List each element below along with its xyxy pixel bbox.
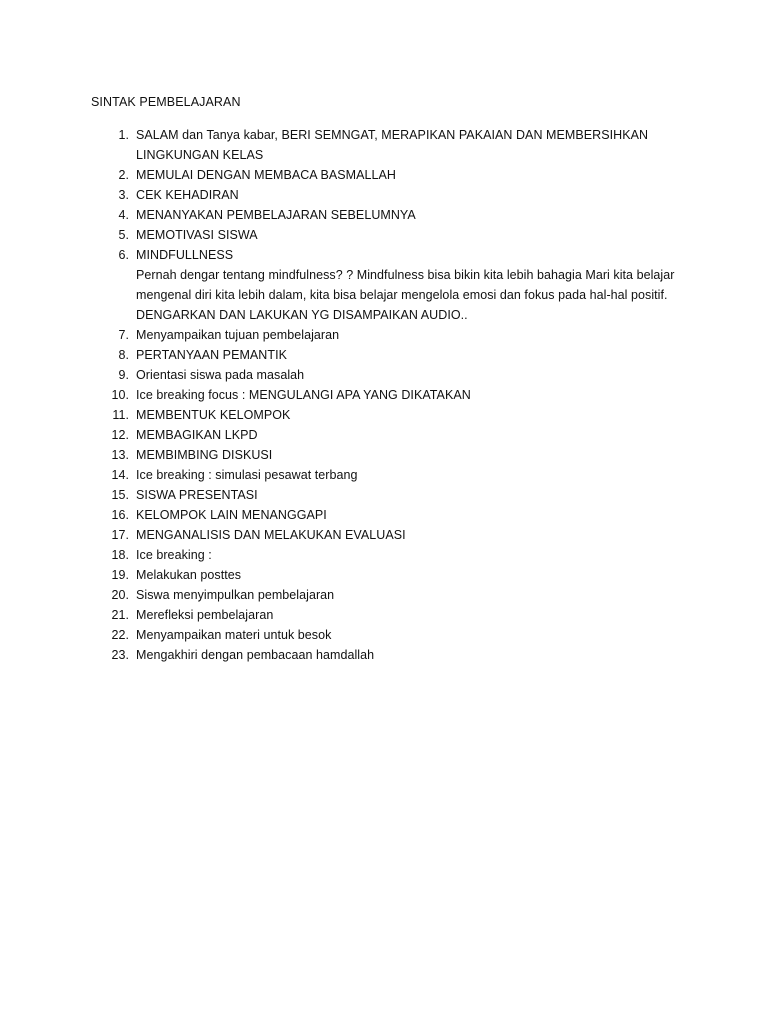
list-item-text [136, 565, 696, 585]
list-item [0, 625, 696, 645]
list-item-line: MEMULAI DENGAN MEMBACA BASMALLAH [136, 168, 396, 182]
list-item [0, 445, 696, 465]
list-item [0, 565, 696, 585]
list-item-text [136, 445, 696, 465]
list-item-text [136, 125, 696, 165]
list-item-number: 3. [118, 188, 129, 202]
list-item-text [136, 245, 696, 325]
list-item-number: 22. [111, 628, 129, 642]
list-item [0, 365, 696, 385]
list-item-line: SISWA PRESENTASI [136, 488, 258, 502]
list-item-number: 15. [111, 488, 129, 502]
list-item-number: 9. [118, 368, 129, 382]
list-item-number: 6. [118, 248, 129, 262]
list-item-number: 8. [118, 348, 129, 362]
list-item-number: 4. [118, 208, 129, 222]
list-item-line: MENGANALISIS DAN MELAKUKAN EVALUASI [136, 528, 406, 542]
list-item-line: MENANYAKAN PEMBELAJARAN SEBELUMNYA [136, 208, 416, 222]
list-item-text [136, 485, 696, 505]
list-item-text [136, 345, 696, 365]
list-item-line: Orientasi siswa pada masalah [136, 368, 305, 382]
list-item-number: 23. [111, 648, 129, 662]
list-item-number: 16. [111, 508, 129, 522]
list-item-text [136, 545, 696, 565]
list-item-number: 1. [118, 128, 129, 142]
list-item-line: Menyampaikan tujuan pembelajaran [136, 328, 340, 342]
list-item-number: 19. [111, 568, 129, 582]
list-item [0, 385, 696, 405]
list-item-number: 21. [111, 608, 129, 622]
list-item-text [136, 185, 696, 205]
steps-list [0, 125, 768, 665]
list-item [0, 525, 696, 545]
list-item-number: 2. [118, 168, 129, 182]
list-item-number: 12. [111, 428, 129, 442]
list-item [0, 125, 696, 165]
document-title: SINTAK PEMBELAJARAN [91, 95, 241, 109]
list-item-line: MINDFULLNESS [136, 248, 234, 262]
list-item-text [136, 165, 696, 185]
list-item-text [136, 365, 696, 385]
list-item-text [136, 585, 696, 605]
list-item-line: MEMBAGIKAN LKPD [136, 428, 258, 442]
list-item-line: Mengakhiri dengan pembacaan hamdallah [136, 648, 375, 662]
list-item-line: mengenal diri kita lebih dalam, kita bisa belajar mengelola emosi dan fokus pada hal-hal positif. [136, 288, 668, 302]
list-item-line: KELOMPOK LAIN MENANGGAPI [136, 508, 327, 522]
list-item [0, 165, 696, 185]
list-item-line: Pernah dengar tentang mindfulness? ? Mindfulness bisa bikin kita lebih bahagia Mari kita belajar [136, 268, 675, 282]
list-item-text [136, 645, 696, 665]
list-item-line: SALAM dan Tanya kabar, BERI SEMNGAT, MERAPIKAN PAKAIAN DAN MEMBERSIHKAN [136, 128, 649, 142]
list-item-text [136, 325, 696, 345]
list-item-text [136, 465, 696, 485]
list-item [0, 325, 696, 345]
list-item-line: CEK KEHADIRAN [136, 188, 239, 202]
list-item [0, 345, 696, 365]
list-item [0, 545, 696, 565]
list-item-line: MEMBIMBING DISKUSI [136, 448, 273, 462]
list-item-line: MEMOTIVASI SISWA [136, 228, 258, 242]
list-item [0, 505, 696, 525]
list-item-text [136, 625, 696, 645]
list-item [0, 585, 696, 605]
list-item [0, 225, 696, 245]
list-item-line: PERTANYAAN PEMANTIK [136, 348, 287, 362]
list-item-text [136, 385, 696, 405]
list-item-text [136, 425, 696, 445]
list-item-line: Ice breaking focus : MENGULANGI APA YANG DIKATAKAN [136, 388, 471, 402]
list-item-text [136, 505, 696, 525]
list-item [0, 425, 696, 445]
list-item-line: LINGKUNGAN KELAS [136, 148, 264, 162]
list-item-number: 18. [111, 548, 129, 562]
list-item-line: MEMBENTUK KELOMPOK [136, 408, 291, 422]
list-item [0, 605, 696, 625]
list-item-number: 5. [118, 228, 129, 242]
list-item [0, 485, 696, 505]
list-item-number: 7. [118, 328, 129, 342]
list-item-number: 14. [111, 468, 129, 482]
list-item-number: 20. [111, 588, 129, 602]
list-item [0, 185, 696, 205]
list-item-line: Menyampaikan materi untuk besok [136, 628, 332, 642]
list-item-line: DENGARKAN DAN LAKUKAN YG DISAMPAIKAN AUDIO.. [136, 308, 468, 322]
list-item-line: Siswa menyimpulkan pembelajaran [136, 588, 335, 602]
list-item-number: 10. [111, 388, 129, 402]
list-item-text [136, 405, 696, 425]
list-item-text [136, 605, 696, 625]
list-item [0, 205, 696, 225]
list-item-line: Melakukan posttes [136, 568, 242, 582]
list-item-text [136, 225, 696, 245]
list-item [0, 465, 696, 485]
list-item-line: Ice breaking : [136, 548, 212, 562]
list-item-number: 17. [111, 528, 129, 542]
list-item-number: 13. [111, 448, 129, 462]
list-item-text [136, 525, 696, 545]
list-item-line: Merefleksi pembelajaran [136, 608, 274, 622]
list-item-number: 11. [112, 408, 129, 422]
list-item [0, 405, 696, 425]
list-item-line: Ice breaking : simulasi pesawat terbang [136, 468, 358, 482]
list-item [0, 245, 696, 325]
list-item [0, 645, 696, 665]
list-item-text [136, 205, 696, 225]
